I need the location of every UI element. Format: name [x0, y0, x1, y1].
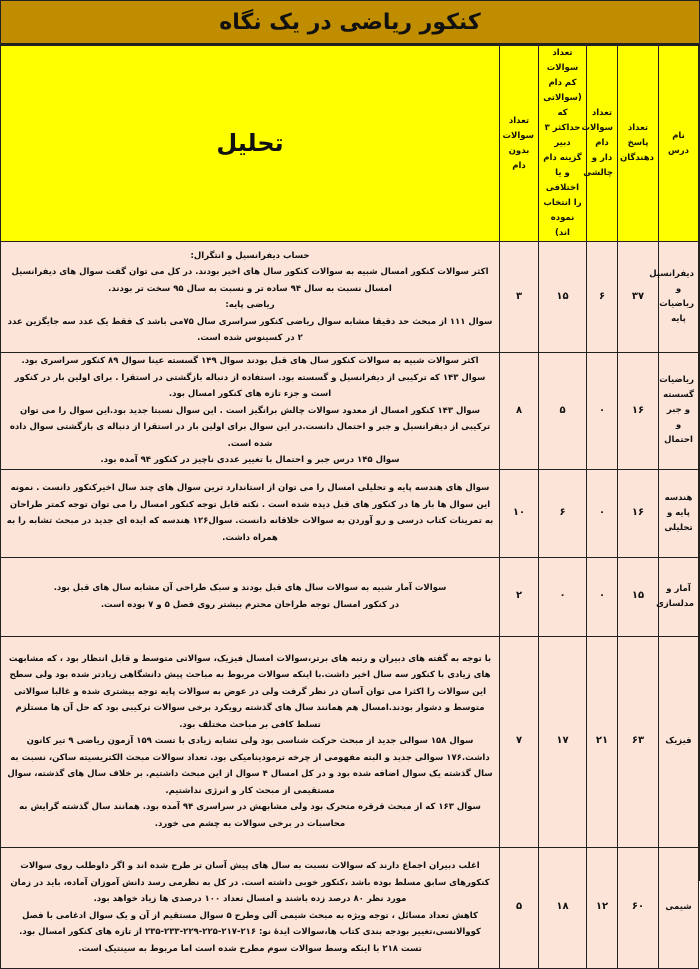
no-trap-count-cell: ۷	[500, 636, 539, 847]
header-no-trap: تعداد سوالات بدون دام	[500, 46, 539, 242]
header-low-trap: تعداد سوالات کم دام (سوالاتی که حداکثر ۳ دبیر گزینه دام و یا اختلافی را انتخاب نموده اند)	[539, 46, 587, 242]
low-trap-count-cell: ۱۸	[539, 847, 587, 968]
analysis-cell	[1, 557, 500, 636]
tricky-count-cell: ۶	[587, 242, 618, 353]
analysis-paragraph: سوال های هندسه پایه و تحلیلی امسال را می توان از استاندارد ترین سوال های چند سال اخیرکنکور دانست . نمونه این سوال ها بار ها در کنکور های قبل دیده شده است . نکته قابل توجه کنکور امسال را می توان توجه کمتر طراحان به تمرینات کتاب درسی و رو آوردن به سوالات خلاقانه دانست. سوال۱۲۶ هندسه که ایده ای جدید در مبحث تشابه را به همراه داشت.	[6, 483, 494, 543]
analysis-paragraph: در کنکور امسال توجه طراحان محترم بیشتر روی فصل ۵ و ۷ بوده است.	[100, 599, 400, 610]
subject-cell: دیفرانسیل و ریاضیات پایه	[659, 242, 699, 353]
analysis-cell	[1, 847, 500, 968]
analysis-paragraph: سوال ۱۴۵ درس جبر و احتمال با تغییر عددی ناچیز در کنکور ۹۴ آمده بود.	[100, 455, 400, 465]
table-row	[1, 242, 699, 353]
tricky-count-cell: ۲۱	[587, 636, 618, 847]
analysis-paragraph: سوال ۱۱۱ از مبحث حد دقیقا مشابه سوال ریاضی کنکور سراسری سال ۷۵می باشد ک فقط یک عدد سه جایگزین عدد ۲ در کسینوس شده است.	[7, 316, 493, 343]
analysis-paragraph: کاهش تعداد مسائل ، توجه ویژه به مبحث شیمی آلی وطرح ۵ سوال مستقیم از آن و یک سوال ادغامی با فصل کووالانسی،تغییر بودجه بندی کتاب ها،سوالات ایدهٔ نو: ۲۱۶-۲۱۷-۲۲۵-۲۲۹-۲۳۳-۲۳۵ از تازه های کنکور امسال بود.	[19, 910, 481, 937]
respondents-cell: ۳۷	[618, 242, 659, 353]
no-trap-count-cell: ۸	[500, 353, 539, 470]
analysis-cell	[1, 353, 500, 470]
analysis-paragraph: سوال ۱۵۸ سوالی جدید از مبحث حرکت شناسی بود ولی تشابه زیادی با تست ۱۵۹ آزمون ریاضی ۹ تیر کانون داشت.۱۷۶ سوالی جدید و البته مفهومی از چرخه ترمودینامیکی بود. تعداد سوالات مبحث الکتریسیته ساکن، نسبت به سال گذشته یک سوال اضافه شده بود و در کل امسال ۴ سوال از این مبحث داشتیم. بر خلاف سال های گذشته، سوال مستقیمی از مبحث کار و انرژی نداشتیم.	[7, 736, 493, 796]
header-tricky: تعداد سوالات دام دار و چالشی	[587, 46, 618, 242]
tricky-count-cell: ۰	[587, 469, 618, 557]
analysis-paragraph: سوال ۱۴۳ که ترکیبی از دیفرانسیل و گسسته بود. استفاده از دنباله بازگشتی در استقرا . برای اولین بار در کنکور است و جزء تازه های کنکور امسال بود.	[14, 372, 486, 399]
tricky-count-cell: ۰	[587, 557, 618, 636]
analysis-cell	[1, 242, 500, 353]
no-trap-count-cell: ۱۰	[500, 469, 539, 557]
tricky-count-cell: ۱۲	[587, 847, 618, 968]
respondents-cell: ۱۶	[618, 469, 659, 557]
respondents-cell: ۱۶	[618, 353, 659, 470]
table-row	[1, 469, 699, 557]
table-row	[1, 557, 699, 636]
header-respondents: تعداد پاسخ دهندگان	[618, 46, 659, 242]
subject-cell: ریاضیات گسسته و جبر و احتمال	[659, 353, 699, 470]
low-trap-count-cell: ۰	[539, 557, 587, 636]
respondents-cell: ۶۳	[618, 636, 659, 847]
analysis-paragraph: با توجه به گفته های دبیران و رتبه های برتر،سوالات امسال فیزیک، سوالاتی متوسط و قابل انتظار بود ، که مشابهت های زیادی با کنکور سه سال اخیر داشت.با اینکه سوالات مربوط به مباحث پیش دانشگاهی زیادتر شده بود ولی سطح این سوالات را اکثرا می توان آسان در نظر گرفت ولی در عوض به سوالات پایه توجه بیشتری شده و غالبا سوالاتی متوسط و دشوار بودند.امسال هم همانند سال های گذشته رویکرد برخی سوالات ترکیبی بود که حل آن ها مستلزم تسلط کافی بر مباحث مختلف بود.	[8, 653, 492, 730]
subject-cell: آمار و مدلسازی	[659, 557, 699, 636]
low-trap-count-cell: ۱۷	[539, 636, 587, 847]
tricky-count-cell: ۰	[587, 353, 618, 470]
analysis-paragraph: حساب دیفرانسیل و انتگرال:	[190, 250, 310, 261]
header-analysis: تحلیل	[1, 46, 500, 242]
no-trap-count-cell: ۵	[500, 847, 539, 968]
analysis-paragraph: ریاضی پایه:	[225, 300, 275, 310]
subject-cell: فیزیک	[659, 636, 699, 847]
low-trap-count-cell: ۱۵	[539, 242, 587, 353]
low-trap-count-cell: ۶	[539, 469, 587, 557]
header-row	[1, 46, 699, 242]
table-row	[1, 353, 699, 470]
respondents-cell: ۶۰	[618, 847, 659, 968]
analysis-paragraph: اغلب دبیران اجماع دارند که سوالات نسبت به سال های پیش آسان تر طرح شده اند و اگر داوطلب روی سوالات کنکورهای سابق مسلط بوده باشد ،کنکور خوبی داشته است. در کل به نظرمی رسد دانش آموزان آماده، باید در زمان مورد نظر ۸۰ درصد زده باشند و امسال تعداد ۱۰۰ درصدی ها زیاد خواهد بود.	[10, 861, 490, 904]
analysis-cell	[1, 636, 500, 847]
analysis-paragraph: تست ۲۱۸ با اینکه وسط سوالات سوم مطرح شده است اما مربوط به سینتیک است.	[78, 943, 422, 954]
no-trap-count-cell: ۲	[500, 557, 539, 636]
subject-cell: شیمی	[659, 847, 699, 968]
analysis-paragraph: سوالات آمار شبیه به سوالات سال های قبل بودند و سبک طراحی آن مشابه سال های قبل بود.	[53, 583, 447, 593]
analysis-paragraph: سوال ۱۴۳ کنکور امسال از معدود سوالات چالش برانگیز است . این سوال نسبتا جدید بود.این سوال را می توان ترکیبی از دیفرانسیل و جبر و احتمال دانست.در این سوال برای اولین بار در استقرا از دنباله ی بازگشتی سوال داده شده است.	[9, 405, 491, 449]
respondents-cell: ۱۵	[618, 557, 659, 636]
low-trap-count-cell: ۵	[539, 353, 587, 470]
no-trap-count-cell: ۳	[500, 242, 539, 353]
analysis-paragraph: اکثر سوالات کنکور امسال شبیه به سوالات کنکور سال های اخیر بودند. در کل می توان گفت سوال های دیفرانسیل امسال نسبت به سال ۹۴ ساده تر و نسبت به سال ۹۵ سخت تر بودند.	[11, 267, 489, 294]
subject-cell: هندسه پایه و تحلیلی	[659, 469, 699, 557]
analysis-cell	[1, 469, 500, 557]
header-subject: نام درس	[659, 46, 699, 242]
analysis-paragraph: سوال ۱۶۳ که از مبحث قرقره متحرک بود ولی مشابهش در سراسری ۹۴ آمده بود. همانند سال گذشته گرایش به محاسبات در برخی سوالات به چشم می خورد.	[19, 802, 481, 829]
table-row	[1, 847, 699, 968]
summary-table	[0, 45, 699, 969]
analysis-paragraph: اکثر سوالات شبیه به سوالات کنکور سال های قبل بودند سوال ۱۴۹ گسسته عینا سوال ۸۹ کنکور سراسری بود.	[21, 356, 479, 366]
table-row	[1, 636, 699, 847]
page-title: کنکور ریاضی در یک نگاه	[1, 1, 699, 45]
